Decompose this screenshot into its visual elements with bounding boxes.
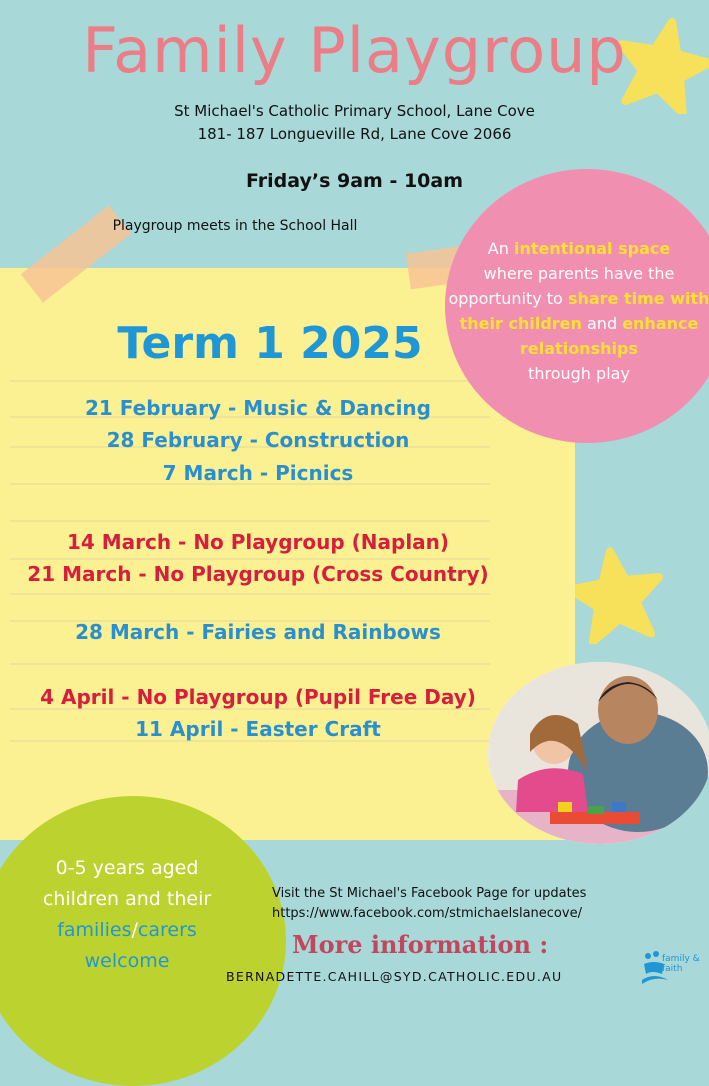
contact-email[interactable]: BERNADETTE.CAHILL@SYD.CATHOLIC.EDU.AU [226, 969, 563, 984]
family-photo [488, 662, 709, 844]
school-street: 181- 187 Longueville Rd, Lane Cove 2066 [197, 125, 512, 143]
event-item: 28 February - Construction [106, 428, 410, 452]
term-heading: Term 1 2025 [117, 318, 423, 369]
facebook-info [272, 884, 586, 924]
event-item-cancelled: 4 April - No Playgroup (Pupil Free Day) [40, 685, 476, 709]
highlight-text: intentional space [513, 239, 671, 258]
more-info-heading: More information : [292, 930, 549, 959]
event-item: 21 February - Music & Dancing [85, 396, 431, 420]
family-faith-logo [640, 948, 702, 992]
father-daughter-illustration [488, 662, 709, 844]
session-time: Friday’s 9am - 10am [245, 170, 464, 192]
event-item: 28 March - Fairies and Rainbows [75, 620, 441, 644]
highlight-text: enhance relationships [520, 314, 699, 358]
page-title: Family Playgroup [82, 14, 627, 87]
event-item-cancelled: 14 March - No Playgroup (Naplan) [66, 530, 450, 554]
age-statement: 0-5 years aged children and their families/carers welcome [42, 857, 212, 972]
logo-text: family & faith [662, 954, 700, 974]
star-icon [566, 546, 666, 644]
facebook-link[interactable]: https://www.facebook.com/stmichaelslanecove/ [272, 906, 582, 921]
event-item-cancelled: 21 March - No Playgroup (Cross Country) [27, 562, 489, 586]
highlight-text: share time with their children [459, 289, 709, 333]
school-address [0, 100, 709, 146]
event-item: 11 April - Easter Craft [135, 717, 381, 741]
school-name: St Michael's Catholic Primary School, Lane Cove [174, 102, 535, 120]
session-location: Playgroup meets in the School Hall [112, 218, 358, 234]
mission-statement: An intentional space where parents have the opportunity to share time with their children and enhance relationships through play [448, 239, 709, 383]
facebook-note: Visit the St Michael's Facebook Page for updates [272, 886, 587, 901]
event-item: 7 March - Picnics [162, 461, 354, 485]
